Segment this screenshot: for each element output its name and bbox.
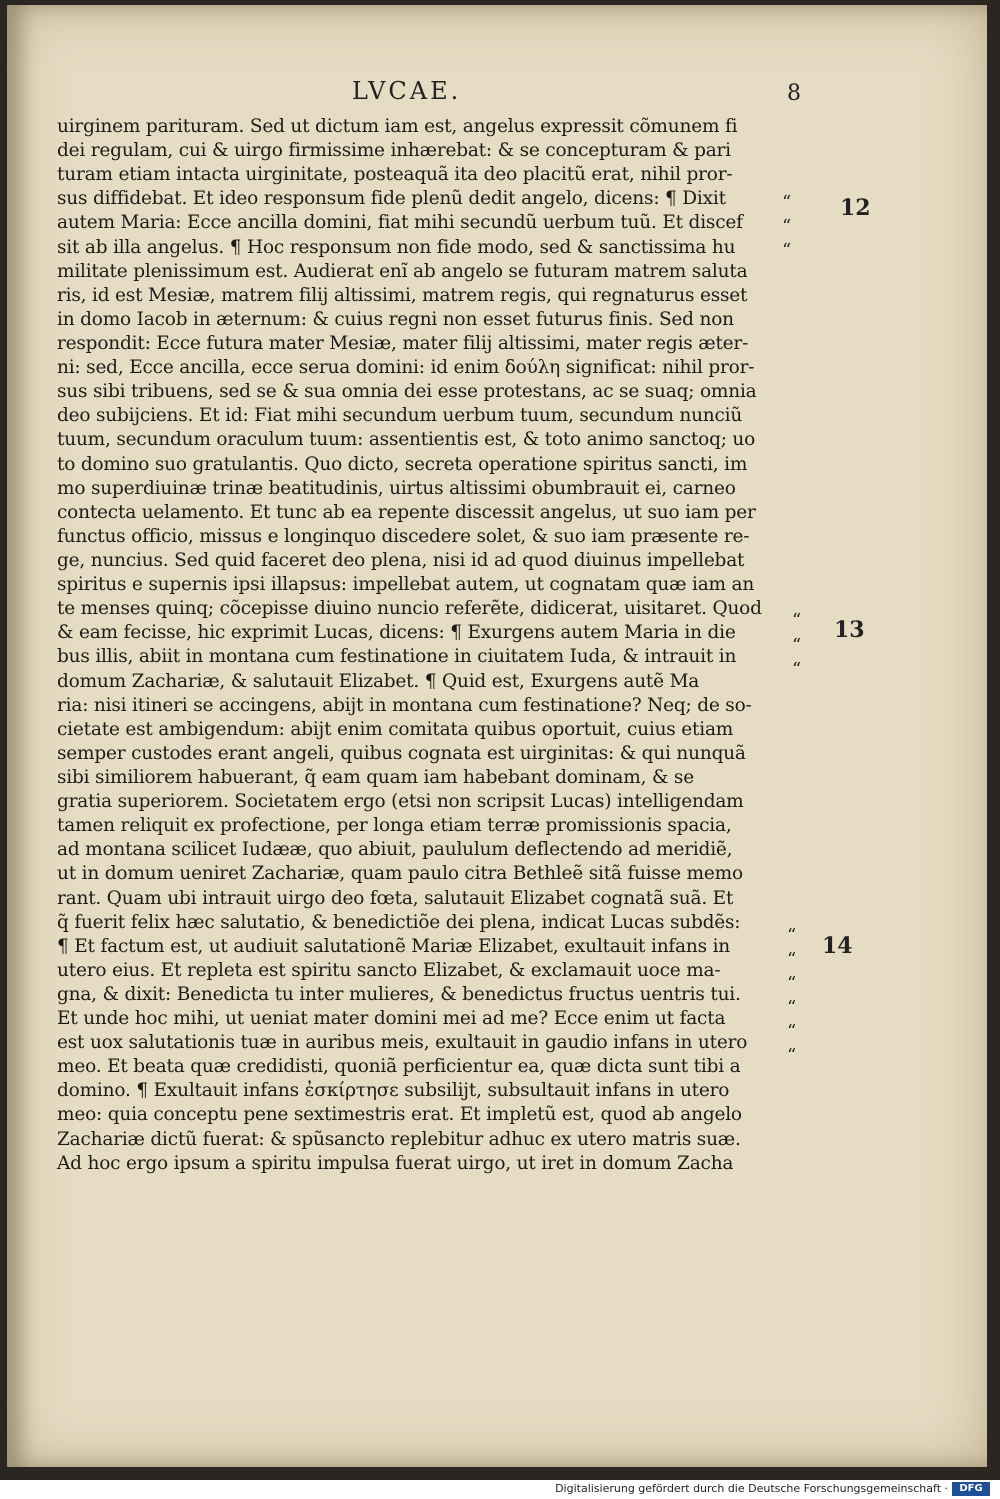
text-line: tamen reliquit ex profectione, per longa etiam terræ promissionis spacia, xyxy=(57,815,732,837)
text-line: Et unde hoc mihi, ut ueniat mater domini mei ad me? Ecce enim ut facta xyxy=(57,1008,726,1030)
margin-quote-mark: “ xyxy=(782,216,792,237)
text-line: Ad hoc ergo ipsum a spiritu impulsa fuerat uirgo, ut iret in domum Zacha xyxy=(57,1152,734,1174)
text-line: domino. ¶ Exultauit infans ἐσκίρτησε subsilijt, subsultauit infans in utero xyxy=(57,1080,730,1102)
text-line: ¶ Et factum est, ut audiuit salutationẽ Mariæ Elizabet, exultauit infans in xyxy=(57,935,731,957)
margin-quote-mark: “ xyxy=(792,659,802,680)
book-page xyxy=(7,5,987,1467)
text-line: dei regulam, cui & uirgo firmissime inhærebat: & se concepturam & pari xyxy=(57,140,731,162)
running-head: LVCAE. xyxy=(352,77,462,105)
text-line: deo subijciens. Et id: Fiat mihi secundum uerbum tuum, secundum nunciũ xyxy=(57,405,743,427)
text-line: est uox salutationis tuæ in auribus meis, exultauit in gaudio infans in utero xyxy=(57,1032,748,1054)
text-line: respondit: Ecce futura mater Mesiæ, mater filij altissimi, mater regis æter- xyxy=(57,332,749,354)
margin-quote-mark: “ xyxy=(787,949,797,970)
text-line: q̃ fuerit felix hæc salutatio, & benedictiõe dei plena, indicat Lucas subdẽs: xyxy=(57,911,741,933)
text-line: sit ab illa angelus. ¶ Hoc responsum non fide modo, sed & sanctissima hu xyxy=(57,236,736,258)
text-line: & eam fecisse, hic exprimit Lucas, dicens: ¶ Exurgens autem Maria in die xyxy=(57,622,736,644)
text-line: cietate est ambigendum: abijt enim comitata quibus oportuit, cuius etiam xyxy=(57,718,734,740)
body-text xyxy=(57,115,807,1176)
text-line: bus illis, abiit in montana cum festinatione in ciuitatem Iuda, & intrauit in xyxy=(57,646,737,668)
text-line: meo. Et beata quæ credidisti, quoniã perficientur ea, quæ dicta sunt tibi a xyxy=(57,1056,741,1078)
text-line: to domino suo gratulantis. Quo dicto, secreta operatione spiritus sancti, im xyxy=(57,453,748,475)
text-line: ut in domum ueniret Zachariæ, quam paulo citra Bethleẽ sitã fuisse memo xyxy=(57,863,743,885)
text-line: utero eius. Et repleta est spiritu sancto Elizabet, & exclamauit uoce ma- xyxy=(57,959,721,981)
verse-number: 12 xyxy=(840,195,871,221)
text-line: contecta uelamento. Et tunc ab ea repente discessit angelus, ut suo iam per xyxy=(57,501,756,523)
text-line: gna, & dixit: Benedicta tu inter mulieres, & benedictus fructus uentris tui. xyxy=(57,983,741,1005)
text-line: ad montana scilicet Iudææ, quo abiuit, paululum deflectendo ad meridiẽ, xyxy=(57,839,733,861)
text-line: te menses quinq; cõcepisse diuino nuncio referẽte, didicerat, uisitaret. Quod xyxy=(57,598,762,620)
margin-quote-mark: “ xyxy=(782,192,792,213)
text-line: meo: quia conceptu pene sextimestris erat. Et impletũ est, quod ab angelo xyxy=(57,1104,742,1126)
text-line: uirginem parituram. Sed ut dictum iam est, angelus expressit cõmunem fi xyxy=(57,116,738,137)
text-line: sus sibi tribuens, sed se & sua omnia dei esse protestans, ac se suaq; omnia xyxy=(57,381,757,403)
funding-notice: Digitalisierung gefördert durch die Deutsche Forschungsgemeinschaft · xyxy=(555,1482,948,1495)
margin-quote-mark: “ xyxy=(787,925,797,946)
text-line: rant. Quam ubi intrauit uirgo deo fœta, salutauit Elizabet cognatã suã. Et xyxy=(57,887,734,909)
margin-quote-mark: “ xyxy=(787,973,797,994)
verse-number: 14 xyxy=(822,933,853,959)
text-line: sibi similiorem habuerant, q̃ eam quam iam habebant dominam, & se xyxy=(57,766,694,788)
dfg-logo: DFG xyxy=(952,1482,990,1496)
margin-quote-mark: “ xyxy=(787,1045,797,1066)
text-line: mo superdiuinæ trinæ beatitudinis, uirtus altissimi obumbrauit ei, carneo xyxy=(57,477,736,499)
text-line: domum Zachariæ, & salutauit Elizabet. ¶ Quid est, Exurgens autẽ Ma xyxy=(57,670,700,692)
margin-quote-mark: “ xyxy=(792,635,802,656)
text-line: in domo Iacob in æternum: & cuius regni non esset futurus finis. Sed non xyxy=(57,308,734,330)
text-line: Zachariæ dictũ fuerat: & spũsancto replebitur adhuc ex utero matris suæ. xyxy=(57,1128,741,1150)
text-line: turam etiam intacta uirginitate, posteaquã ita deo placitũ erat, nihil pror- xyxy=(57,164,733,186)
page-number: 8 xyxy=(787,81,801,106)
text-line: semper custodes erant angeli, quibus cognata est uirginitas: & qui nunquã xyxy=(57,742,746,764)
text-line: spiritus e supernis ipsi illapsus: impellebat autem, ut cognatam quæ iam an xyxy=(57,574,755,596)
text-line: ris, id est Mesiæ, matrem filij altissimi, matrem regis, qui regnaturus esset xyxy=(57,284,748,306)
margin-quote-mark: “ xyxy=(792,610,802,631)
text-line: ge, nuncius. Sed quid faceret deo plena, nisi id ad quod diuinus impellebat xyxy=(57,549,745,571)
text-line: ria: nisi itineri se accingens, abijt in montana cum festinatione? Neq; de so- xyxy=(57,694,752,716)
text-line: autem Maria: Ecce ancilla domini, fiat mihi secundũ uerbum tuũ. Et discef xyxy=(57,212,743,234)
margin-quote-mark: “ xyxy=(787,1021,797,1042)
digitization-footer xyxy=(0,1480,1000,1499)
verse-number: 13 xyxy=(834,617,865,643)
text-line: tuum, secundum oraculum tuum: assentientis est, & toto animo sanctoq; uo xyxy=(57,429,756,451)
margin-quote-mark: “ xyxy=(787,997,797,1018)
margin-quote-mark: “ xyxy=(782,240,792,261)
text-line: ni: sed, Ecce ancilla, ecce serua domini: id enim δούλη significat: nihil pror- xyxy=(57,357,755,379)
text-line: militate plenissimum est. Audierat enĩ ab angelo se futuram matrem saluta xyxy=(57,260,748,282)
text-line: functus officio, missus e longinquo discedere solet, & suo iam præsente re- xyxy=(57,525,750,547)
text-line: sus diffidebat. Et ideo responsum fide plenũ dedit angelo, dicens: ¶ Dixit xyxy=(57,188,726,210)
text-line: gratia superiorem. Societatem ergo (etsi non scripsit Lucas) intelligendam xyxy=(57,791,744,813)
